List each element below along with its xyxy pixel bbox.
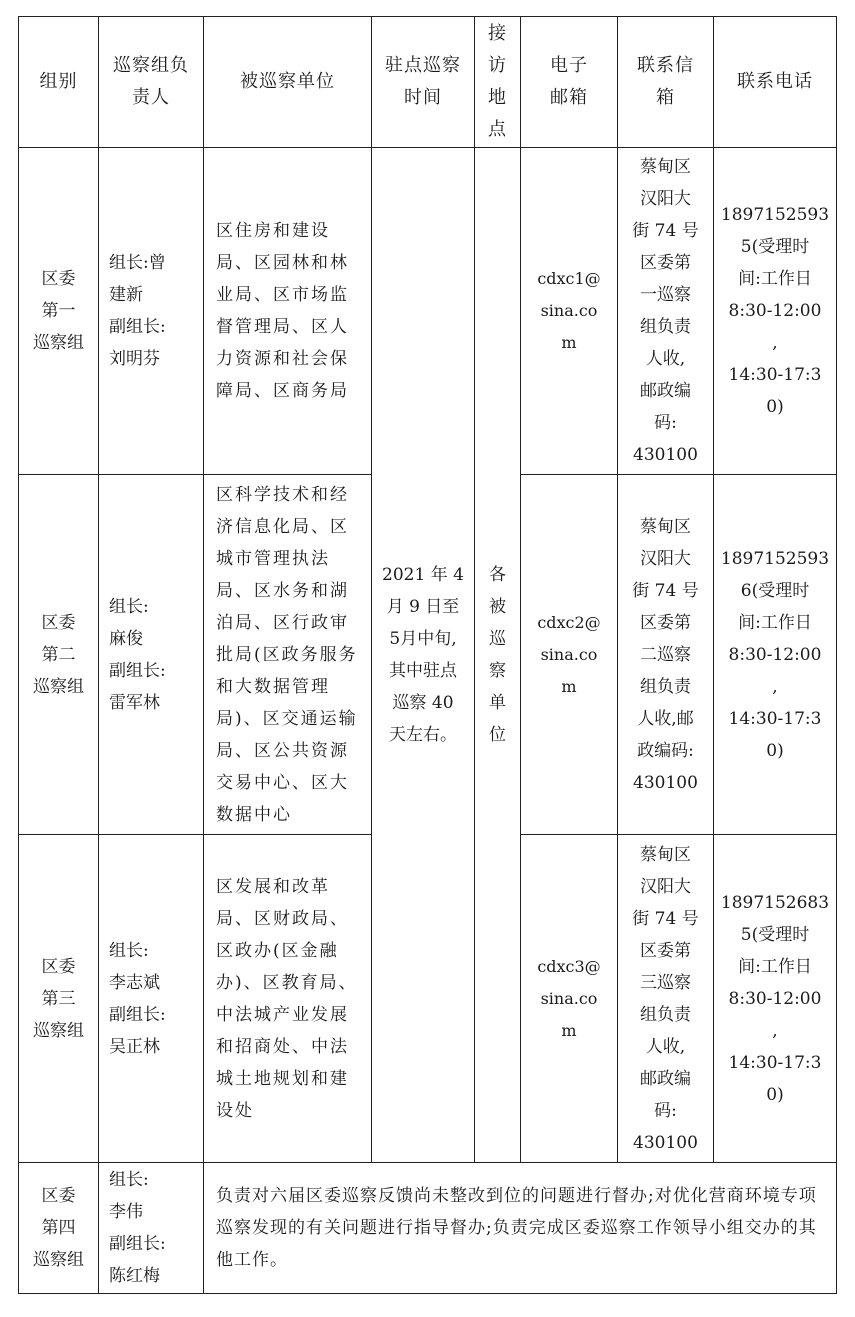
place-cell: 各 被 巡 察 单 位: [475, 148, 521, 1163]
group-cell: 区委 第一 巡察组: [19, 148, 99, 475]
email-cell: cdxc1@ sina.co m: [521, 148, 618, 475]
mailbox-cell: 蔡甸区 汉阳大 街 74 号 区委第 二巡察 组负责 人收,邮 政编码: 430100: [618, 475, 714, 835]
units-cell: 区住房和建设局、区园林和林业局、区市场监督管理局、区人力资源和社会保障局、区商务局: [204, 148, 372, 475]
table-row: [19, 148, 837, 475]
group-cell: 区委 第二 巡察组: [19, 475, 99, 835]
leader-cell: 组长:曾 建新 副组长: 刘明芬: [99, 148, 204, 475]
group-cell: 区委 第三 巡察组: [19, 835, 99, 1163]
units-cell: 区科学技术和经济信息化局、区城市管理执法局、区水务和湖泊局、区行政审批局(区政务服务和大数据管理局)、区交通运输局、区公共资源交易中心、区大数据中心: [204, 475, 372, 835]
header-units: 被巡察单位: [204, 17, 372, 148]
phone-cell: 1897152683 5(受理时 间:工作日 8:30-12:00 , 14:30-17:3 0): [714, 835, 837, 1163]
group-cell: 区委 第四 巡察组: [19, 1163, 99, 1294]
header-mail: 联系信 箱: [618, 17, 714, 148]
leader-cell: 组长: 李志斌 副组长: 吴正林: [99, 835, 204, 1163]
header-row: [19, 17, 837, 148]
mailbox-cell: 蔡甸区 汉阳大 街 74 号 区委第 三巡察 组负责 人收, 邮政编 码: 430100: [618, 835, 714, 1163]
header-phone: 联系电话: [714, 17, 837, 148]
inspection-table: [18, 16, 837, 1294]
phone-cell: 1897152593 6(受理时 间:工作日 8:30-12:00 , 14:30-17:3 0): [714, 475, 837, 835]
header-group: 组别: [19, 17, 99, 148]
header-email: 电子 邮箱: [521, 17, 618, 148]
email-cell: cdxc2@ sina.co m: [521, 475, 618, 835]
phone-cell: 1897152593 5(受理时 间:工作日 8:30-12:00 , 14:30-17:3 0): [714, 148, 837, 475]
units-cell: 区发展和改革局、区财政局、区政办(区金融办)、区教育局、中法城产业发展和招商处、中法城土地规划和建设处: [204, 835, 372, 1163]
header-time: 驻点巡察 时间: [372, 17, 475, 148]
mailbox-cell: 蔡甸区 汉阳大 街 74 号 区委第 一巡察 组负责 人收, 邮政编 码: 430100: [618, 148, 714, 475]
table-row: [19, 1163, 837, 1294]
duty-cell: 负责对六届区委巡察反馈尚未整改到位的问题进行督办;对优化营商环境专项巡察发现的有关问题进行指导督办;负责完成区委巡察工作领导小组交办的其他工作。: [204, 1163, 837, 1294]
header-leader: 巡察组负 责人: [99, 17, 204, 148]
time-cell: 2021 年 4 月 9 日至 5月中旬, 其中驻点 巡察 40 天左右。: [372, 148, 475, 1163]
leader-cell: 组长: 麻俊 副组长: 雷军林: [99, 475, 204, 835]
header-place: 接 访 地 点: [475, 17, 521, 148]
email-cell: cdxc3@ sina.co m: [521, 835, 618, 1163]
leader-cell: 组长: 李伟 副组长: 陈红梅: [99, 1163, 204, 1294]
